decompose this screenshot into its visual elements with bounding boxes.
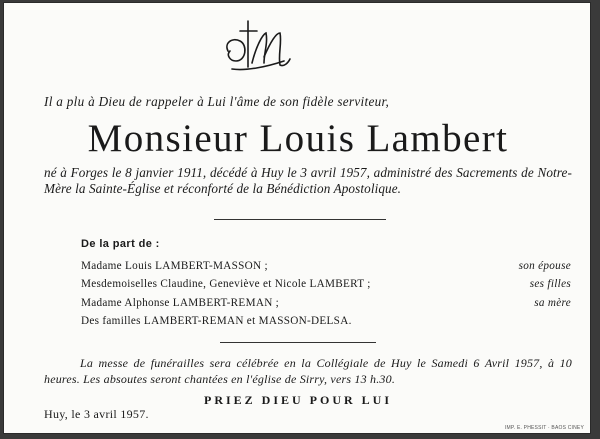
prayer-text: PRIEZ DIEU POUR LUI [203, 393, 392, 407]
divider [214, 219, 386, 220]
family-relation: ses filles [529, 278, 571, 291]
place-date: Huy, le 3 avril 1957. [44, 407, 149, 421]
family-list [81, 260, 571, 334]
printer-mark: IMP. E. PHESSIT · BAOS CINEY [504, 425, 584, 431]
family-row [81, 297, 571, 315]
family-name: Des familles LAMBERT-REMAN et MASSON-DELSA. [81, 315, 352, 328]
deceased-name: Monsieur Louis Lambert [87, 117, 509, 160]
family-relation: son épouse [518, 260, 571, 272]
family-row [81, 278, 571, 296]
cross-monogram-icon [222, 17, 294, 75]
family-name: Mesdemoiselles Claudine, Geneviève et Nicole LAMBERT ; [81, 278, 371, 291]
family-row [81, 315, 571, 333]
divider [220, 342, 376, 343]
family-name: Madame Alphonse LAMBERT-REMAN ; [81, 296, 280, 309]
family-relation: sa mère [534, 296, 571, 309]
family-row [81, 260, 571, 278]
memorial-card [3, 2, 591, 434]
from-label: De la part de : [81, 238, 160, 250]
intro-text: Il a plu à Dieu de rappeler à Lui l'âme de son fidèle serviteur, [44, 94, 390, 109]
family-name: Madame Louis LAMBERT-MASSON ; [81, 260, 268, 272]
details-text: né à Forges le 8 janvier 1911, décédé à Huy le 3 avril 1957, administré des Sacrements de Notre-Mère la Sainte-Église et réconforté de la Bénédiction Apostolique. [44, 165, 572, 197]
funeral-text: La messe de funérailles sera célébrée en la Collégiale de Huy le Samedi 6 Avril 1957, à 10 heures. Les absoutes seront chantées en l'église de Sirry, vers 13 h.30. [44, 356, 572, 386]
